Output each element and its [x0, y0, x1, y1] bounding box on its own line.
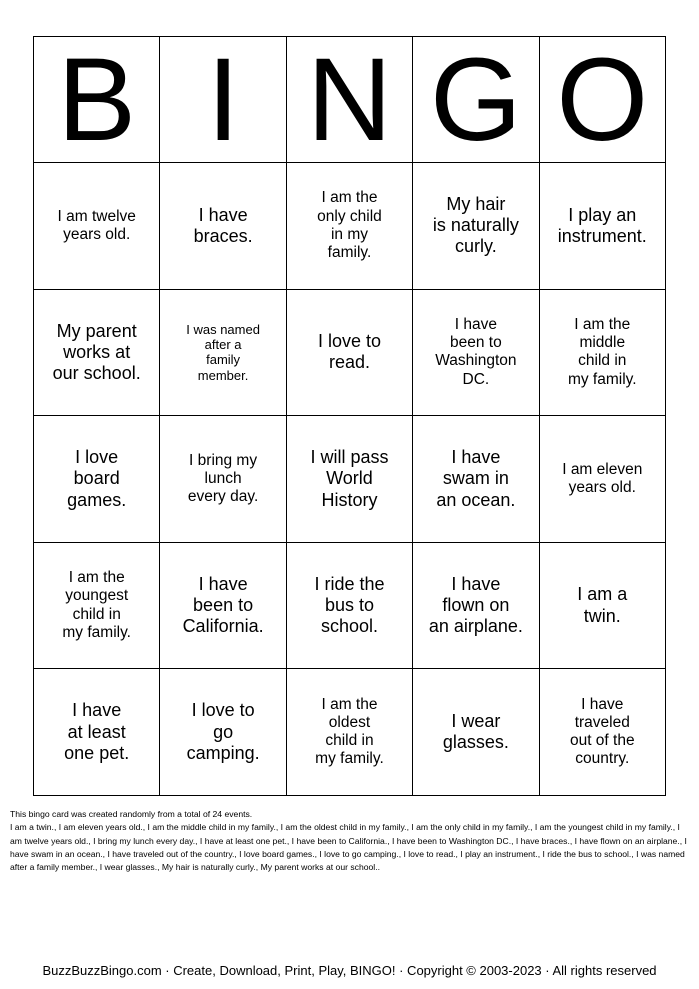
- bingo-row: [34, 289, 666, 416]
- info-event-list: I am a twin., I am eleven years old., I am the middle child in my family., I am the oldest child in my family., I am the only child in my family., I am the youngest child in my family., I am twelve years old., I bring my lunch every day., I have at least one pet., I have been to California., I have been to Washington DC., I have braces., I have flown on an airplane., I have swam in an ocean., I have traveled out of the country., I love board games., I love to go camping., I love to read., I play an instrument., I ride the bus to school., I was named after a family member., I wear glasses., My hair is naturally curly., My parent works at our school..: [10, 822, 687, 873]
- bingo-square: I am the only child in my family.: [286, 163, 412, 290]
- bingo-row: [34, 163, 666, 290]
- header-letter-g: G: [413, 37, 539, 163]
- bingo-header-row: [34, 37, 666, 163]
- info-summary: This bingo card was created randomly from a total of 24 events.: [10, 809, 253, 819]
- bingo-grid: [34, 163, 666, 796]
- bingo-square: I am a twin.: [539, 542, 665, 669]
- bingo-square: I ride the bus to school.: [286, 542, 412, 669]
- header-letter-o: O: [539, 37, 665, 163]
- bingo-square: I wear glasses.: [413, 669, 539, 796]
- site-footer: BuzzBuzzBingo.com · Create, Download, Print, Play, BINGO! · Copyright © 2003-2023 · All rights reserved: [42, 963, 657, 978]
- bingo-square: I am eleven years old.: [539, 416, 665, 543]
- bingo-square: I love to go camping.: [160, 669, 286, 796]
- bingo-square: I have flown on an airplane.: [413, 542, 539, 669]
- card-info: [10, 808, 692, 875]
- bingo-square: I have at least one pet.: [34, 669, 160, 796]
- bingo-square: I bring my lunch every day.: [160, 416, 286, 543]
- bingo-square: My parent works at our school.: [34, 289, 160, 416]
- header-letter-b: B: [34, 37, 160, 163]
- bingo-row: [34, 542, 666, 669]
- bingo-row: [34, 669, 666, 796]
- header-letter-i: I: [160, 37, 286, 163]
- bingo-square: I am twelve years old.: [34, 163, 160, 290]
- bingo-square: I have been to California.: [160, 542, 286, 669]
- bingo-square: I am the youngest child in my family.: [34, 542, 160, 669]
- bingo-row: [34, 416, 666, 543]
- bingo-square: I play an instrument.: [539, 163, 665, 290]
- bingo-square: I have swam in an ocean.: [413, 416, 539, 543]
- bingo-square: I was named after a family member.: [160, 289, 286, 416]
- bingo-card: [33, 36, 666, 796]
- bingo-square: I am the middle child in my family.: [539, 289, 665, 416]
- bingo-square: I have traveled out of the country.: [539, 669, 665, 796]
- bingo-square: I have braces.: [160, 163, 286, 290]
- bingo-square: I have been to Washington DC.: [413, 289, 539, 416]
- bingo-square: My hair is naturally curly.: [413, 163, 539, 290]
- bingo-square: I love to read.: [286, 289, 412, 416]
- bingo-square: I love board games.: [34, 416, 160, 543]
- header-letter-n: N: [286, 37, 412, 163]
- bingo-square: I am the oldest child in my family.: [286, 669, 412, 796]
- bingo-square: I will pass World History: [286, 416, 412, 543]
